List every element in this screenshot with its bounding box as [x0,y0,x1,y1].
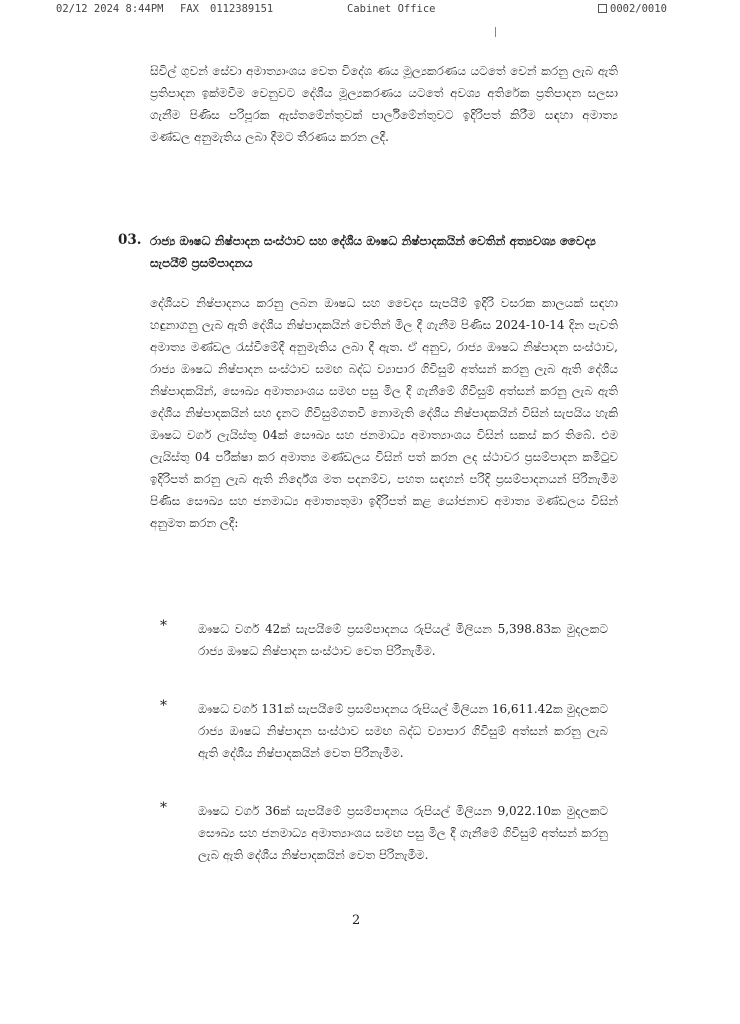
fax-datetime: 02/12 2024 8:44PM [56,3,164,15]
scan-mark [495,27,497,37]
bullet-item: ඖෂධ වර්ග 36ක් සැපයීමේ ප්‍රසම්පාදනය රුපියල් මිලියන 9,022.10ක මුදලකට සෞඛ්‍ය සහ ජනමාධ්‍ය අමාත්‍යාංශය සමඟ පසු මිල දී ගැනීමේ ගිවිසුම් අත්සන් කරනු ලැබ ඇති දේශීය නිෂ්පාදකයින් වෙත පිරිනැමීම. [198,804,608,862]
fax-label: FAX [180,3,199,15]
fax-page-counter: 0002/0010 [610,3,667,15]
intro-paragraph: සිවිල් ගුවන් සේවා අමාත්‍යාංශය වෙත විදේශ ණය මූල්‍යකරණය යටතේ වෙන් කරනු ලැබ ඇති ප්‍රතිපාදන ඉක්මවීම වෙනුවට දේශීය මූල්‍යකරණය යටතේ අවශ්‍ය අතිරේක ප්‍රතිපාදන සලසා ගැනීම පිණිස පරිපූරක ඇස්තමේන්තුවක් පාර්ලිමේන්තුවට ඉදිරිපත් කිරීම සඳහා අමාත්‍ය මණ්ඩල අනුමැතිය ලබා දීමට තීරණය කරන ලදී. [150,64,618,144]
bullet-marker: * [160,618,167,634]
fax-sender: Cabinet Office [347,3,436,15]
bullet-item: ඖෂධ වර්ග 131ක් සැපයීමේ ප්‍රසම්පාදනය රුපියල් මිලියන 16,611.42ක මුදලකට රාජ්‍ය ඖෂධ නිෂ්පාදන සංස්ථාව සමඟ බද්ධ ව්‍යාපාර ගිවිසුම් අත්සන් කරනු ලැබ ඇති දේශීය නිෂ්පාදකයින් වෙත පිරිනැමීම. [198,702,608,760]
fax-header [0,0,740,18]
bullet-marker: * [160,698,167,714]
fax-number: 0112389151 [210,3,274,15]
section-number: 03. [118,232,142,248]
page-checkbox-icon [598,4,607,13]
bullet-marker: * [160,800,167,816]
page-number: 2 [352,913,361,928]
section-title: රාජ්‍ය ඖෂධ නිෂ්පාදන සංස්ථාව සහ දේශීය ඖෂධ නිෂ්පාදකයින් වෙතින් අත්‍යවශ්‍ය වෛද්‍ය සැපයීම් ප්‍රසම්පාදනය [150,234,596,270]
bullet-item: ඖෂධ වර්ග 42ක් සැපයීමේ ප්‍රසම්පාදනය රුපියල් මිලියන 5,398.83ක මුදලකට රාජ්‍ය ඖෂධ නිෂ්පාදන සංස්ථාව වෙත පිරිනැමීම. [198,622,608,658]
section-body: දේශීයව නිෂ්පාදනය කරනු ලබන ඖෂධ සහ වෛද්‍ය සැපයීම් ඉදිරි වසරක කාලයක් සඳහා හඳුනාගනු ලැබ ඇති දේශීය නිෂ්පාදකයින් වෙතින් මිල දී ගැනීම පිණිස 2024-10-14 දින පැවති අමාත්‍ය මණ්ඩල රැස්වීමේදී අනුමැතිය ලබා දී ඇත. ඒ අනුව, රාජ්‍ය ඖෂධ නිෂ්පාදන සංස්ථාව, රාජ්‍ය ඖෂධ නිෂ්පාදන සංස්ථාව සමඟ බද්ධ ව්‍යාපාර ගිවිසුම් අත්සන් කරනු ලැබ ඇති දේශීය නිෂ්පාදකයින්, සෞඛ්‍ය අමාත්‍යාංශය සමඟ පසු මිල දී ගැනීමේ ගිවිසුම් අත්සන් කරනු ලැබ ඇති දේශීය නිෂ්පාදකයින් සහ දැනට ගිවිසුම්ගතවී නොමැති දේශීය නිෂ්පාදකයින් විසින් සැපයිය හැකි ඖෂධ වර්ග ලැයිස්තු 04ක් සෞඛ්‍ය සහ ජනමාධ්‍ය අමාත්‍යාංශය විසින් සකස් කර තිබේ. එම ලැයිස්තු 04 පරීක්ෂා කර අමාත්‍ය මණ්ඩලය විසින් පත් කරන ලද ස්ථාවර ප්‍රසම්පාදන කමිටුව ඉදිරිපත් කරනු ලැබ ඇති නිර්දේශ මත පදනම්ව, පහත සඳහන් පරිදි ප්‍රසම්පාදනයන් පිරිනැමීම පිණිස සෞඛ්‍ය සහ ජනමාධ්‍ය අමාත්‍යතුමා ඉදිරිපත් කළ යෝජනාව අමාත්‍ය මණ්ඩලය විසින් අනුමත කරන ලදී: [150,296,618,530]
